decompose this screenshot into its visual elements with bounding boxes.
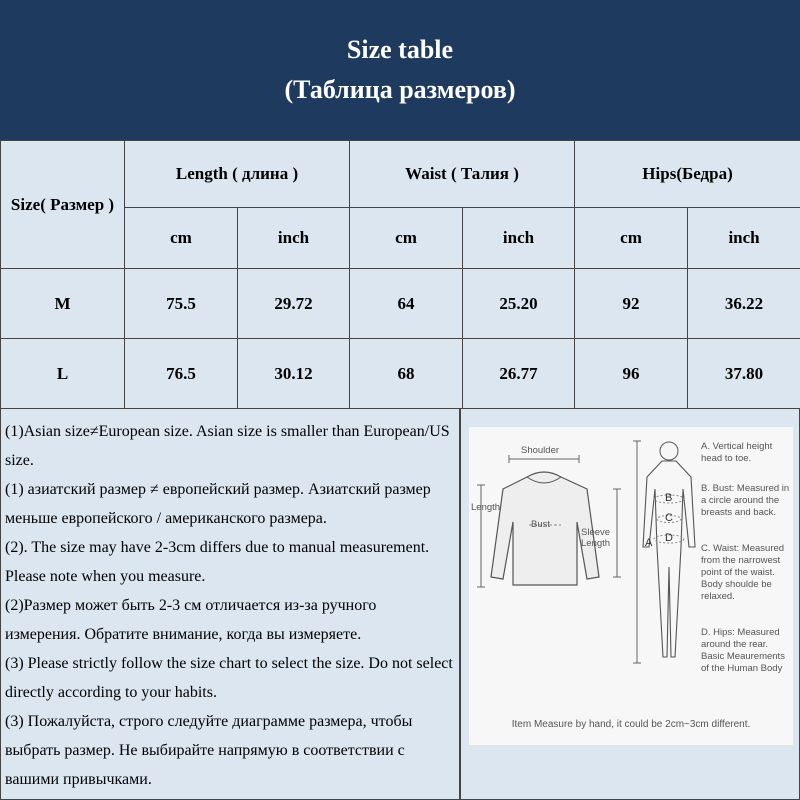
- value-cell: 92: [575, 269, 688, 339]
- annotation-waist: C. Waist: Measured from the narrowest point of the waist. Body shoulde be relaxed.: [701, 543, 785, 602]
- table-row: [1, 339, 800, 409]
- waist-header: Waist ( Талия ): [350, 141, 575, 208]
- notes-panel: [0, 408, 460, 800]
- value-cell: 75.5: [125, 269, 238, 339]
- marker-b: B: [665, 492, 673, 504]
- value-cell: 30.12: [238, 339, 350, 409]
- table-header-row: [1, 141, 800, 208]
- unit-cell: cm: [575, 208, 688, 269]
- unit-cell: inch: [238, 208, 350, 269]
- unit-cell: cm: [125, 208, 238, 269]
- note-text: (3) Please strictly follow the size chart to select the size. Do not select directly according to your habits.: [5, 655, 453, 701]
- value-cell: 25.20: [463, 269, 575, 339]
- annotation-height: A. Vertical height head to toe.: [701, 441, 773, 464]
- figure-caption: Item Measure by hand, it could be 2cm~3cm different.: [511, 719, 751, 730]
- note-text: (2)Размер может быть 2-3 см отличается из-за ручного измерения. Обратите внимание, когда вы измеряете.: [5, 597, 377, 643]
- bust-label: Bust: [531, 519, 551, 530]
- measurement-figure-panel: [460, 408, 800, 800]
- value-cell: 26.77: [463, 339, 575, 409]
- hips-header: Hips(Бедра): [575, 141, 800, 208]
- note-text: (1)Asian size≠European size. Asian size is smaller than European/US size.: [5, 423, 450, 469]
- size-table: [0, 140, 800, 409]
- length-label: Length: [471, 502, 501, 513]
- marker-d: D: [665, 532, 673, 544]
- unit-cell: cm: [350, 208, 463, 269]
- page-subtitle: (Таблица размеров): [284, 75, 516, 104]
- value-cell: 76.5: [125, 339, 238, 409]
- sleeve-length-label: Sleeve Length: [581, 527, 611, 549]
- size-label-cell: L: [1, 339, 125, 409]
- marker-a: A: [645, 537, 653, 549]
- shoulder-label: Shoulder: [521, 445, 560, 456]
- size-label-cell: M: [1, 269, 125, 339]
- unit-cell: inch: [688, 208, 800, 269]
- value-cell: 29.72: [238, 269, 350, 339]
- value-cell: 68: [350, 339, 463, 409]
- marker-c: C: [665, 512, 673, 524]
- value-cell: 36.22: [688, 269, 800, 339]
- value-cell: 37.80: [688, 339, 800, 409]
- page-title: Size table: [346, 35, 454, 64]
- annotation-hips: D. Hips: Measured around the rear. Basic Meaurements of the Human Body: [701, 627, 785, 674]
- length-header: Length ( длина ): [125, 141, 350, 208]
- size-column-header: Size( Размер ): [1, 141, 125, 269]
- unit-cell: inch: [463, 208, 575, 269]
- note-text: (2). The size may have 2-3cm differs due to manual measurement. Please note when you measure.: [5, 539, 430, 585]
- title-banner: [0, 0, 800, 140]
- value-cell: 64: [350, 269, 463, 339]
- note-text: (3) Пожалуйста, строго следуйте диаграмме размера, чтобы выбрать размер. Не выбирайте напрямую в соответствии с вашими привычками.: [5, 713, 413, 788]
- measurement-illustration: [469, 427, 793, 745]
- annotation-bust: B. Bust: Measured in a circle around the breasts and back.: [701, 483, 790, 518]
- value-cell: 96: [575, 339, 688, 409]
- note-text: (1) азиатский размер ≠ европейский размер. Азиатский размер меньше европейского / американского размера.: [5, 481, 431, 527]
- table-row: [1, 269, 800, 339]
